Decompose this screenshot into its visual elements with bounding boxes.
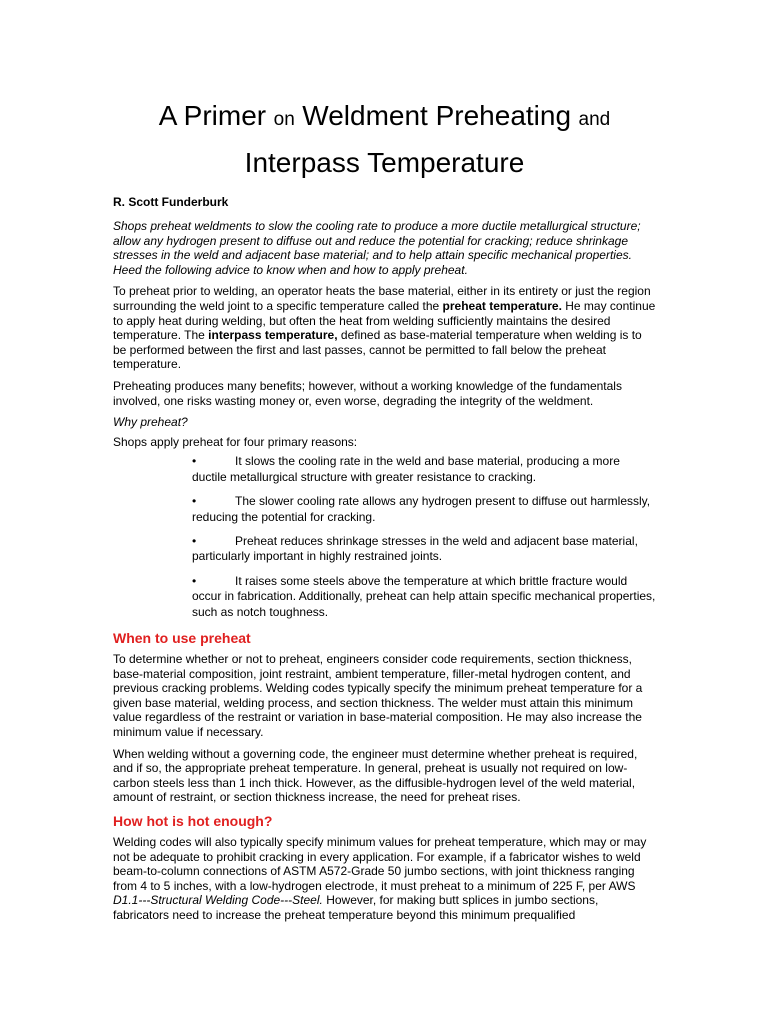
bullet-text: Preheat reduces shrinkage stresses in the weld and adjacent base material, particularly important in highly restrained joints. xyxy=(192,533,638,564)
intro-text-3: defined as base-material temperature when welding is to be performed between the first and last passes, cannot be permitted to fall below the preheat temperature. xyxy=(113,328,642,372)
term-interpass-temperature: interpass temperature, xyxy=(208,328,338,343)
bullet-text: It slows the cooling rate in the weld and base material, producing a more ductile metallurgical structure with greater resistance to cracking. xyxy=(192,454,620,484)
why-preheat-subheading: Why preheat? xyxy=(113,415,188,430)
intro-text-2: He may continue to apply heat during welding, but often the heat from welding sufficiently maintains the desired temperature. The xyxy=(113,298,656,343)
reasons-list xyxy=(113,454,656,620)
code-reference: D1.1---Structural Welding Code---Steel. xyxy=(113,893,323,908)
bullet-icon: • xyxy=(192,454,197,469)
bullet-text: It raises some steels above the temperature at which brittle fracture would occur in fabrication. Additionally, preheat can help attain specific mechanical properties, such as notch toughness. xyxy=(192,573,656,619)
when-to-preheat-paragraph-2: When welding without a governing code, the engineer must determine whether preheat is required, and if so, the appropriate preheat temperature. In general, preheat is usually not required on low-carbon steels less than 1 inch thick. However, as the diffusible-hydrogen level of the weld material, amount of restraint, or section thickness increase, the need for preheat rises. xyxy=(113,746,638,805)
term-preheat-temperature: preheat temperature. xyxy=(442,298,562,313)
list-item xyxy=(113,574,656,620)
section-heading-when-to-use-preheat: When to use preheat xyxy=(113,629,251,646)
intro-paragraph xyxy=(113,284,656,372)
bullet-text: The slower cooling rate allows any hydrogen present to diffuse out harmlessly, reducing the potential for cracking. xyxy=(192,494,651,524)
bullet-icon: • xyxy=(192,533,197,548)
title-weldment-preheating: Weldment Preheating xyxy=(302,100,572,131)
intro-text-1: To preheat prior to welding, an operator heats the base material, either in its entirety or just the region surrounding the weld joint to a specific temperature called the xyxy=(113,284,651,313)
document-title xyxy=(113,94,656,185)
bullet-icon: • xyxy=(192,573,197,588)
when-to-preheat-paragraph-1: To determine whether or not to preheat, engineers consider code requirements, section thickness, base-material composition, joint restraint, ambient temperature, filler-metal hydrogen content, and previous cracking problems. Welding codes typically specify the minimum preheat temperature for a given base material, welding process, and section thickness. The welder must attain this minimum value regardless of the restraint or variation in base-material composition. He may also increase the minimum value if necessary. xyxy=(113,651,643,739)
author-name: R. Scott Funderburk xyxy=(113,195,229,209)
section-heading-how-hot: How hot is hot enough? xyxy=(113,812,273,829)
benefits-paragraph: Preheating produces many benefits; however, without a working knowledge of the fundamentals involved, one risks wasting money or, even worse, degrading the integrity of the weldment. xyxy=(113,378,622,408)
title-on: on xyxy=(273,109,295,130)
title-a-primer: A Primer xyxy=(158,100,267,131)
how-hot-text-2: However, for making butt splices in jumbo sections, fabricators need to increase the preheat temperature beyond this minimum prequalified xyxy=(113,893,599,922)
title-interpass-temperature: Interpass Temperature xyxy=(244,147,525,178)
reasons-intro: Shops apply preheat for four primary reasons: xyxy=(113,434,358,449)
bullet-icon: • xyxy=(192,494,197,509)
abstract: Shops preheat weldments to slow the cooling rate to produce a more ductile metallurgical structure; allow any hydrogen present to diffuse out and reduce the potential for cracking; reduce shrinkage stresses in the weld and adjacent base material; and to help attain specific mechanical properties. Heed the following advice to know when and how to apply preheat. xyxy=(113,219,641,277)
list-item xyxy=(113,494,656,525)
how-hot-text-1: Welding codes will also typically specify minimum values for preheat temperature, which may or may not be adequate to prohibit cracking in every application. For example, if a fabricator wishes to weld beam-to-column connections of ASTM A572-Grade 50 jumbo sections, with joint thickness ranging from 4 to 5 inches, with a low-hydrogen electrode, it must preheat to a minimum of 225 F, per AWS xyxy=(113,834,647,893)
how-hot-paragraph xyxy=(113,835,656,923)
list-item xyxy=(113,534,656,565)
title-and: and xyxy=(578,109,611,130)
list-item xyxy=(113,454,656,485)
